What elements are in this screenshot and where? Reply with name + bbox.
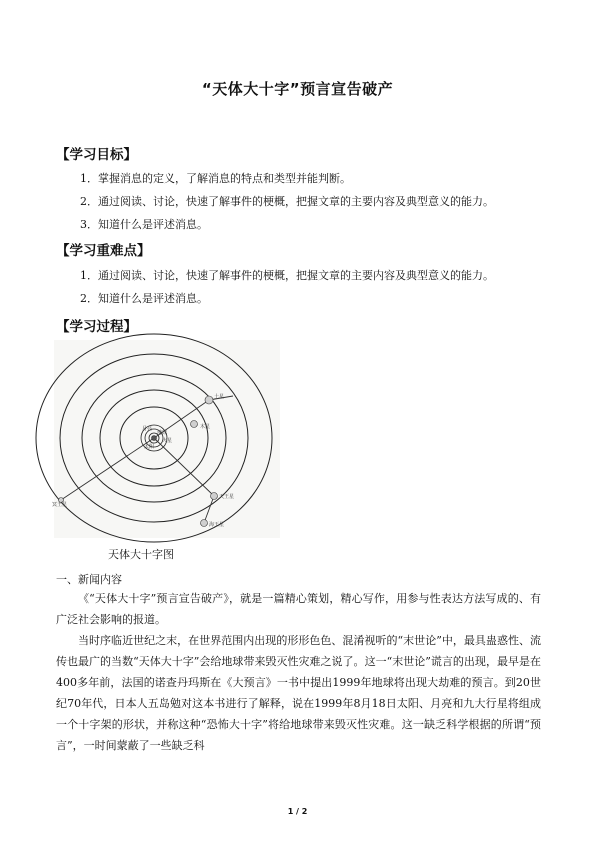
- label-earth: 地球: [157, 430, 168, 436]
- sun-marker: [152, 436, 157, 441]
- cross-line: [204, 496, 214, 523]
- page-number: 1 / 2: [287, 807, 308, 816]
- cross-line: [154, 438, 214, 496]
- section-heading-key-points: 【学习重难点】: [56, 243, 151, 259]
- planet-marker: [191, 421, 198, 428]
- label-sun: 太阳: [144, 444, 155, 450]
- label-mars: 火星: [162, 438, 173, 444]
- list-item: 3．知道什么是评述消息。: [80, 218, 208, 231]
- planet-marker: [211, 493, 218, 500]
- celestial-cross-diagram: [54, 340, 280, 538]
- list-item: 1．掌握消息的定义，了解消息的特点和类型并能判断。: [80, 172, 351, 185]
- page-title: “天体大十字”预言宣告破产: [201, 80, 394, 98]
- planet-marker: [205, 396, 213, 404]
- figure-caption: 天体大十字图: [108, 548, 174, 561]
- cross-line: [61, 438, 154, 500]
- label-moon: 月亮: [142, 426, 153, 432]
- label-neptune: 海王星: [209, 522, 225, 528]
- label-uranus: 天王星: [219, 494, 235, 500]
- planet-marker: [201, 520, 208, 527]
- celestial-cross-figure: [54, 340, 280, 538]
- label-saturn: 土星: [214, 394, 225, 400]
- label-jupiter: 木星: [200, 424, 211, 430]
- section-heading-process: 【学习过程】: [56, 319, 137, 335]
- list-item: 2．通过阅读、讨论，快速了解事件的梗概，把握文章的主要内容及典型意义的能力。: [80, 195, 494, 208]
- paragraph: 当时序临近世纪之末，在世界范围内出现的形形色色、混淆视听的“末世论”中，最具蛊惑性、流传也最广的当数“天体大十字”会给地球带来毁灭性灾难之说了。这一“末世论”谎言的出现，最早是在400多年前，法国的诺查丹玛斯在《大预言》一书中提出1999年地球将出现大劫难的预言。到20世纪70年代，日本人五岛勉对这本书进行了解释，说在1999年8月18日太阳、月亮和九大行星将组成一个十字架的形状，并称这种“恐怖大十字”将给地球带来毁灭性灾难。这一缺乏科学根据的所谓“预言”，一时间蒙蔽了一些缺乏科: [56, 634, 541, 752]
- list-item: 1．通过阅读、讨论，快速了解事件的梗概，把握文章的主要内容及典型意义的能力。: [80, 269, 494, 282]
- paragraph: 《“天体大十字”预言宣告破产》，就是一篇精心策划，精心写作，用参与性表达方法写成的、有广泛社会影响的报道。: [56, 592, 541, 626]
- label-pluto: 冥王星: [52, 502, 68, 508]
- section-heading-goals: 【学习目标】: [56, 147, 137, 163]
- list-item: 2．知道什么是评述消息。: [80, 292, 208, 305]
- subsection-heading: 一、新闻内容: [56, 573, 122, 586]
- body-text: [56, 588, 541, 756]
